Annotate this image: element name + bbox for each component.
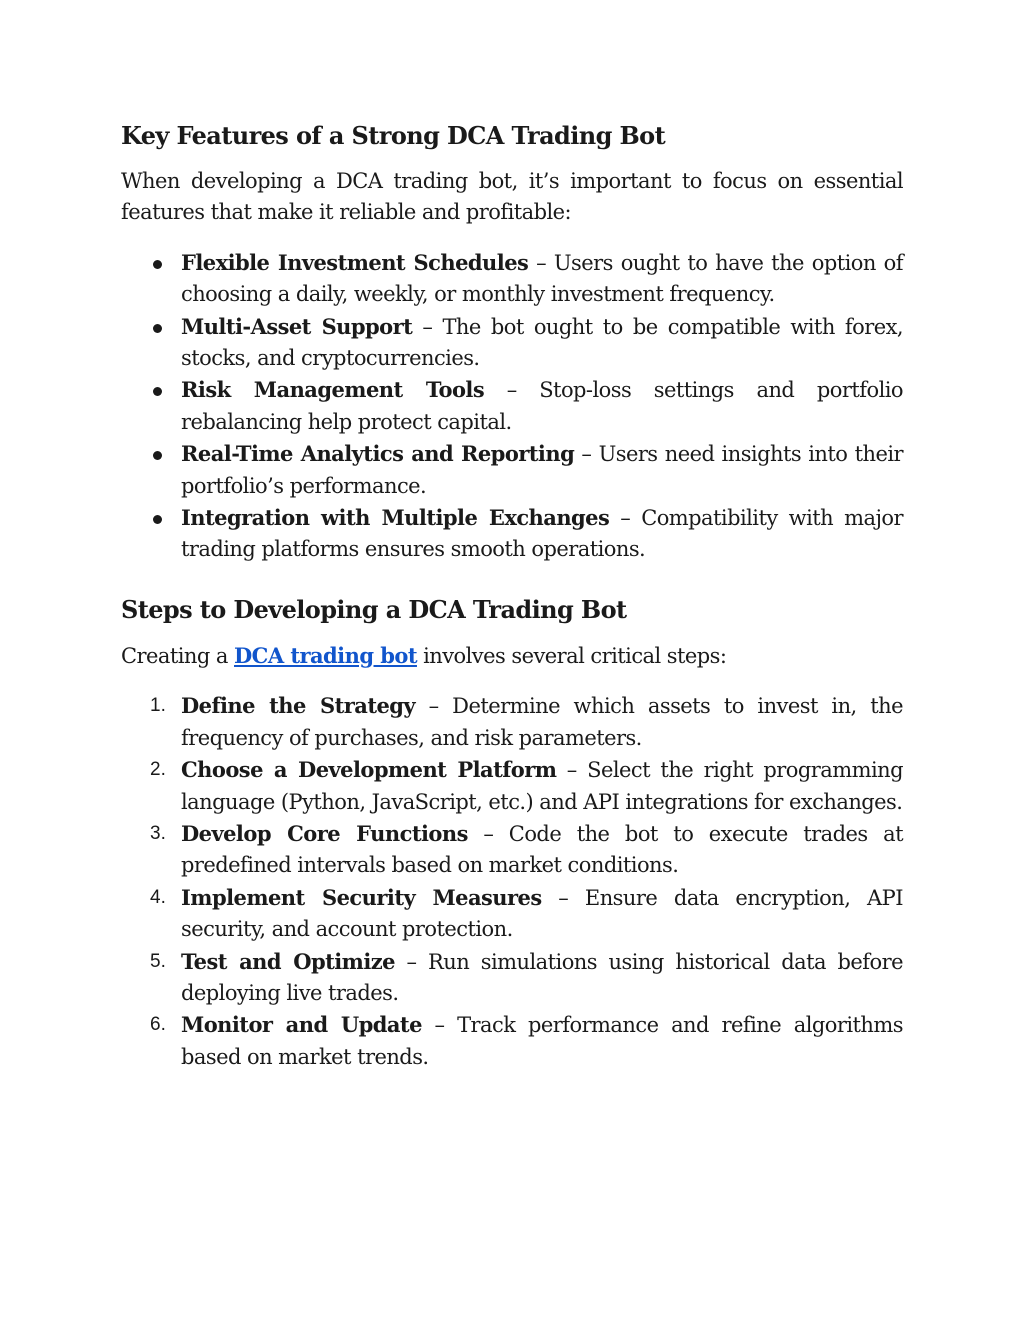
feature-text: – Users ought to have the option of choosing a daily, weekly, or monthly investment frequency. <box>181 250 903 307</box>
list-item <box>121 1009 903 1073</box>
step-term: Define the Strategy <box>181 693 416 719</box>
step-number: 5. <box>150 950 166 972</box>
step-text: – Select the right programming language (Python, JavaScript, etc.) and API integrations for exchanges. <box>181 758 903 814</box>
step-number: 4. <box>150 886 166 908</box>
step-term: Monitor and Update <box>181 1012 422 1038</box>
step-number: 2. <box>150 759 166 781</box>
list-item <box>121 882 903 946</box>
step-text: – Determine which assets to invest in, the frequency of purchases, and risk parameters. <box>181 694 903 750</box>
list-item <box>121 438 903 502</box>
list-item <box>121 946 903 1010</box>
list-item <box>121 311 903 375</box>
feature-text: – Compatibility with major trading platforms ensures smooth operations. <box>181 506 903 562</box>
dca-trading-bot-link[interactable]: DCA trading bot <box>234 642 417 668</box>
feature-text: – The bot ought to be compatible with forex, stocks, and cryptocurrencies. <box>181 314 903 371</box>
step-term: Implement Security Measures <box>181 884 542 910</box>
bullet-icon <box>153 324 162 333</box>
intro-paragraph: When developing a DCA trading bot, it’s important to focus on essential features that make it reliable and profitable: <box>121 169 903 225</box>
feature-term: Multi-Asset Support <box>181 313 413 339</box>
step-number: 1. <box>150 695 166 717</box>
feature-term: Risk Management Tools <box>181 377 485 403</box>
step-term: Test and Optimize <box>181 948 395 974</box>
intro-text-before: Creating a <box>121 643 234 668</box>
step-text: – Code the bot to execute trades at predefined intervals based on market conditions. <box>181 821 903 878</box>
step-term: Develop Core Functions <box>181 820 468 846</box>
section-heading-key-features: Key Features of a Strong DCA Trading Bot <box>121 121 666 150</box>
list-item <box>121 374 903 438</box>
step-term: Choose a Development Platform <box>181 757 557 783</box>
list-item <box>121 690 903 754</box>
feature-term: Flexible Investment Schedules <box>181 249 529 275</box>
document-page <box>121 112 903 1073</box>
step-text: – Ensure data encryption, API security, and account protection. <box>181 885 903 942</box>
list-item <box>121 818 903 882</box>
list-item <box>121 502 903 566</box>
steps-list <box>121 690 903 1073</box>
intro-text-after: involves several critical steps: <box>416 643 727 668</box>
bullet-icon <box>153 451 162 460</box>
list-item <box>121 754 903 818</box>
section-heading-steps: Steps to Developing a DCA Trading Bot <box>121 594 627 624</box>
bullet-icon <box>153 387 162 396</box>
steps-intro-paragraph <box>121 640 903 672</box>
step-number: 3. <box>150 822 166 844</box>
feature-text: – Stop-loss settings and portfolio rebalancing help protect capital. <box>181 378 903 434</box>
feature-term: Real-Time Analytics and Reporting <box>181 441 575 467</box>
step-text: – Run simulations using historical data before deploying live trades. <box>181 949 903 1005</box>
step-text: – Track performance and refine algorithms based on market trends. <box>181 1013 903 1069</box>
list-item <box>121 247 903 311</box>
feature-text: – Users need insights into their portfolio’s performance. <box>181 442 903 498</box>
bullet-icon <box>153 515 162 524</box>
feature-term: Integration with Multiple Exchanges <box>181 505 610 531</box>
bullet-icon <box>153 260 162 269</box>
step-number: 6. <box>150 1014 166 1036</box>
features-list <box>121 247 903 566</box>
